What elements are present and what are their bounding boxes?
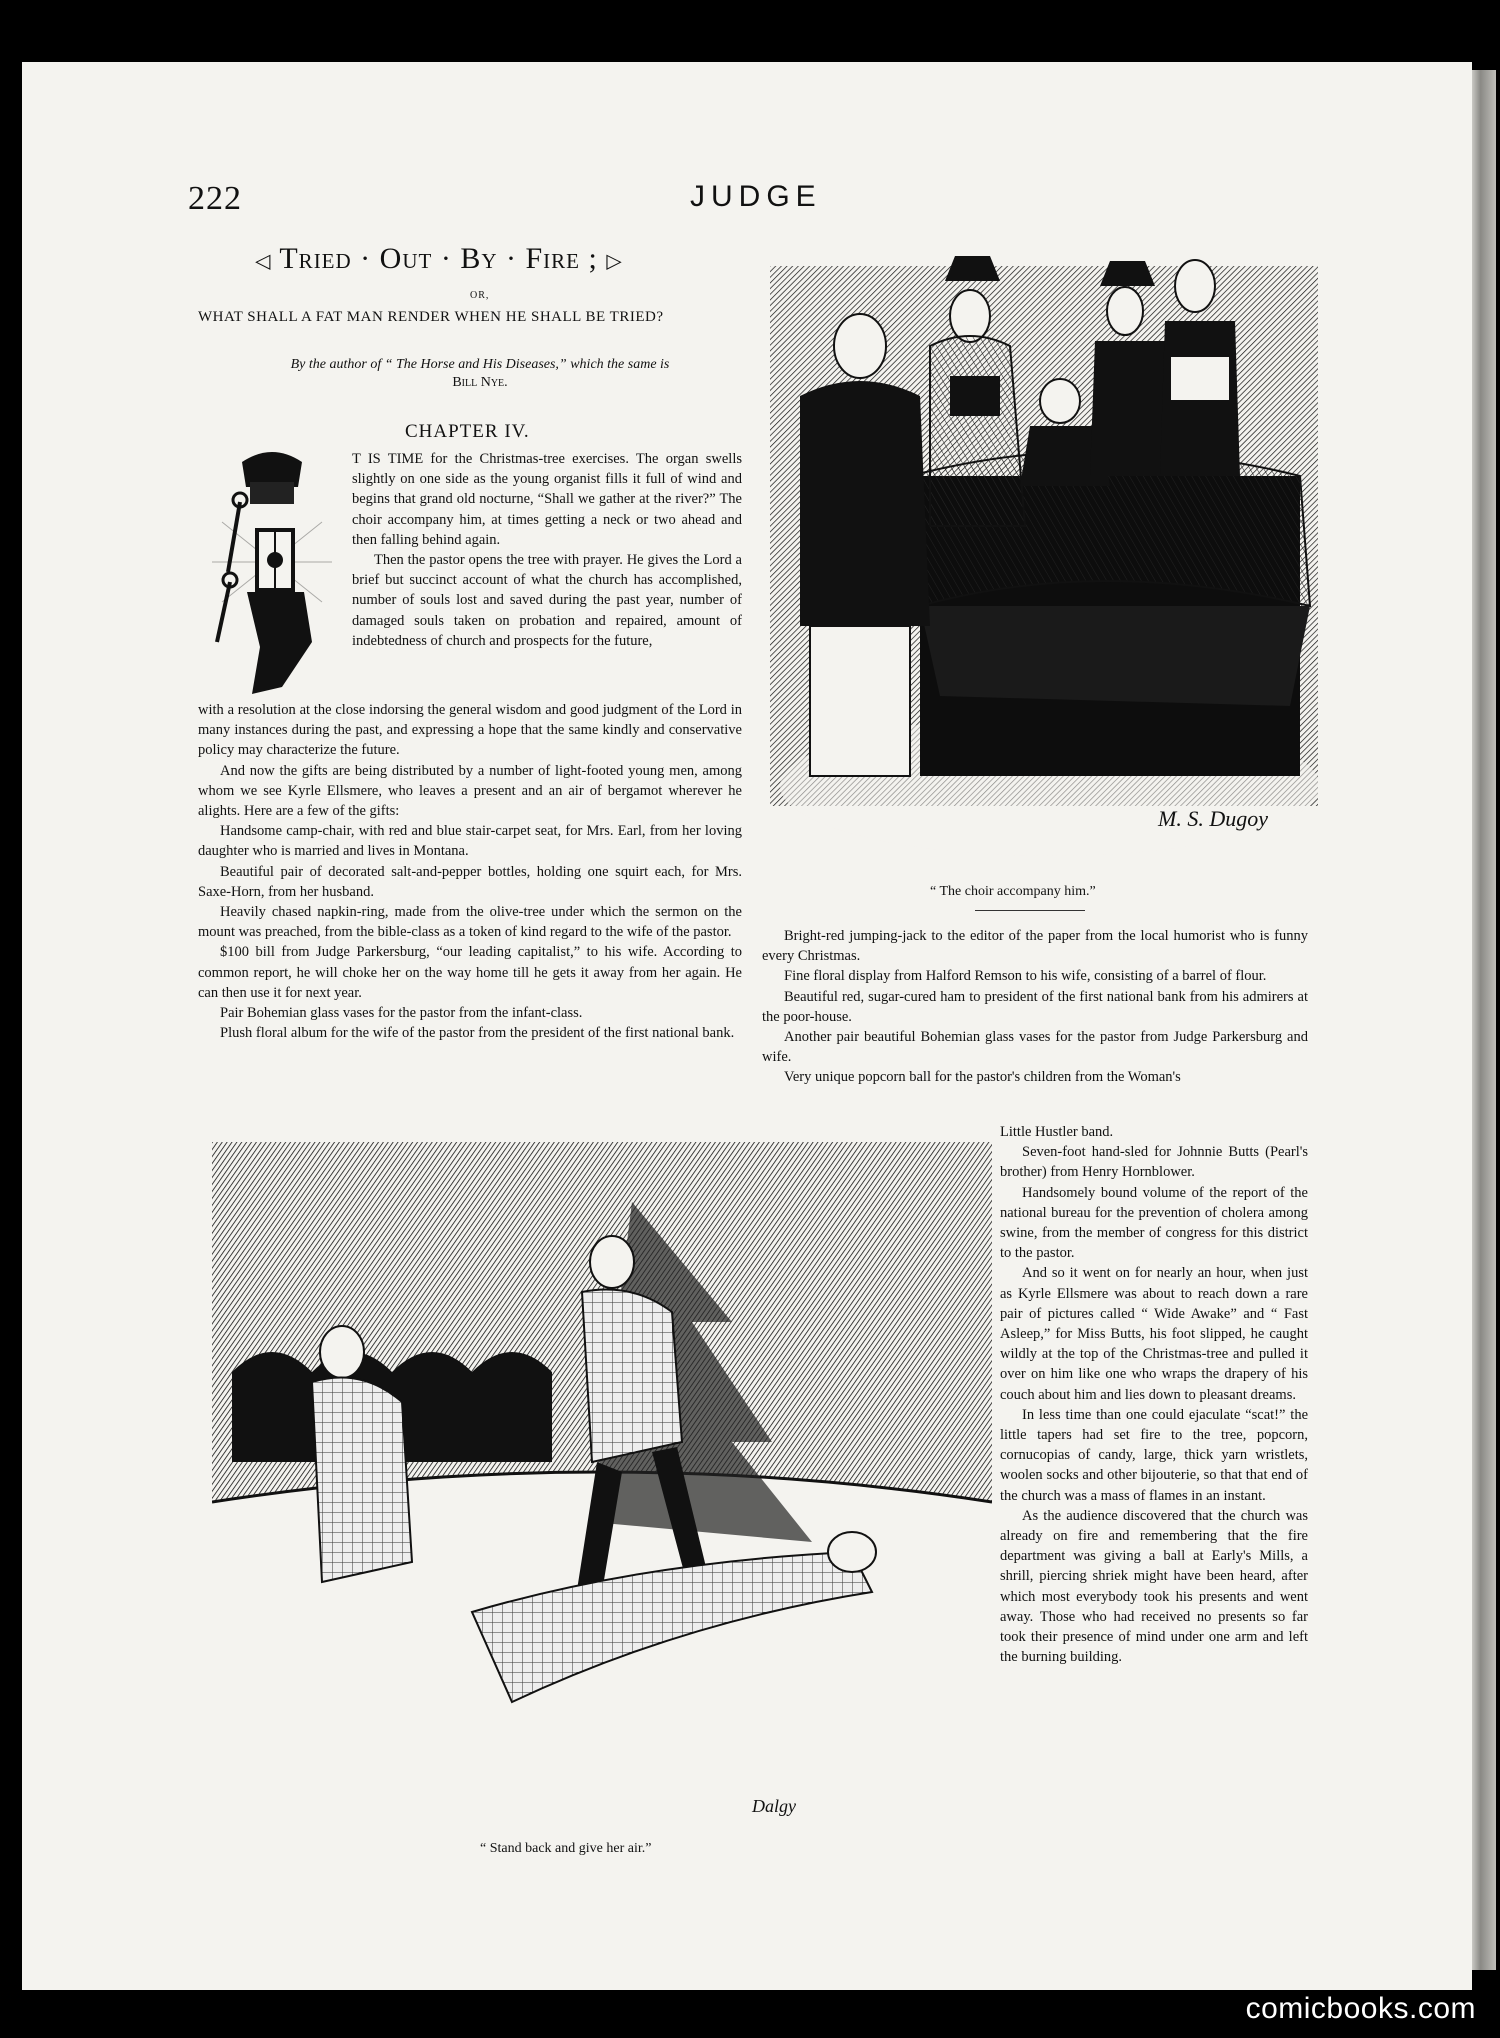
paragraph: Another pair beautiful Bohemian glass vases for the pastor from Judge Parkersburg and wife. xyxy=(762,1029,1308,1066)
caption-top: “ The choir accompany him.” xyxy=(930,884,1096,899)
right-ornament-icon: ▷ xyxy=(606,250,623,273)
paragraph: T IS TIME for the Christmas-tree exercises. The organ swells slightly on one side as the young organist fills it full of wind and begins that grand old nocturne, “Shall we gather at the river?” The choir accompany him, at times getting a neck or two ahead and then falling behind again. xyxy=(352,451,742,548)
dropcap-illustration xyxy=(212,442,344,697)
paragraph: Very unique popcorn ball for the pastor's children from the Woman's xyxy=(784,1069,1181,1086)
paragraph: Handsomely bound volume of the report of the national bureau for the prevention of cholera among swine, from the member of congress for this district to the pastor. xyxy=(1000,1184,1308,1262)
paragraph: And now the gifts are being distributed by a number of light-footed young men, among whom we see Kyrle Ellsmere, who leaves a present and an air of bergamot wherever he alights. Here are a few of the gifts: xyxy=(198,762,742,820)
chapter-heading: CHAPTER IV. xyxy=(405,421,530,442)
byline xyxy=(245,356,715,392)
paragraph: As the audience discovered that the church was already on fire and remembering that the fire department was giving a ball at Early's Mills, a shrill, piercing shriek might have been heard, after which most everybody took his presents and went away. Those who had received no presents so far took their presence of mind under one arm and left the burning building. xyxy=(1000,1507,1308,1666)
illustration-signature: M. S. Dugoy xyxy=(1158,806,1268,831)
page-number: 222 xyxy=(188,180,242,217)
paragraph: Then the pastor opens the tree with prayer. He gives the Lord a brief but succinct account of what the church has accomplished, number of souls lost and saved during the past year, number of damaged souls taken on probation and repaired, amount of indebtedness of church and prospects for the future, xyxy=(352,552,742,649)
fire-scene-illustration xyxy=(212,1142,992,1832)
choir-illustration xyxy=(770,226,1318,868)
middle-column-text xyxy=(762,926,1308,1088)
paragraph: Fine floral display from Halford Remson to his wife, consisting of a barrel of flour. xyxy=(784,968,1267,985)
paragraph: Handsome camp-chair, with red and blue stair-carpet seat, for Mrs. Earl, from her loving daughter who is married and lives in Montana. xyxy=(198,823,742,860)
paragraph: And so it went on for nearly an hour, when just as Kyrle Ellsmere was about to reach down a rare pair of pictures called “ Wide Awake” and “ Fast Asleep,” for Miss Butts, his foot slipped, he caught wildly at the top of the Christmas-tree and pulled it over on him like one who wraps the drapery of his couch about him and lies down to pleasant dreams. xyxy=(1000,1265,1308,1403)
right-column-text xyxy=(1000,1122,1308,1667)
title-or: OR, xyxy=(470,290,490,301)
intro-text xyxy=(352,449,742,651)
left-column-text xyxy=(198,700,742,1043)
author-name: Bill Nye. xyxy=(452,375,508,390)
caption-bottom: “ Stand back and give her air.” xyxy=(480,1841,652,1856)
article-title-text: Tried · Out · By · Fire ; xyxy=(279,242,598,275)
paragraph: Plush floral album for the wife of the pastor from the president of the first national bank. xyxy=(220,1025,735,1042)
illustration-signature: Dalgy xyxy=(752,1796,796,1816)
paragraph: Beautiful pair of decorated salt-and-pepper bottles, holding one squirt each, for Mrs. Saxe-Horn, from her husband. xyxy=(198,863,742,900)
adjacent-page-edge xyxy=(1470,70,1496,1970)
paragraph: Beautiful red, sugar-cured ham to president of the first national bank from his admirers at the poor-house. xyxy=(762,988,1308,1025)
paragraph: with a resolution at the close indorsing the general wisdom and good judgment of the Lord in many instances during the past, and expressing a hope that the same kindly and conservative policy may characterize the future. xyxy=(198,702,742,759)
article-title xyxy=(255,242,623,276)
paragraph: $100 bill from Judge Parkersburg, “our leading capitalist,” to his wife. According to common report, he will choke her on the way home till he gets it away from her again. He can then use it for next year. xyxy=(198,944,742,1001)
paragraph: Little Hustler band. xyxy=(1000,1124,1114,1140)
paragraph: Seven-foot hand-sled for Johnnie Butts (Pearl's brother) from Henry Hornblower. xyxy=(1000,1144,1308,1181)
masthead: JUDGE xyxy=(690,180,822,213)
paragraph: Pair Bohemian glass vases for the pastor from the infant-class. xyxy=(220,1005,583,1022)
byline-text: By the author of “ The Horse and His Diseases,” which the same is xyxy=(290,357,670,372)
left-ornament-icon: ◁ xyxy=(255,250,272,273)
divider-rule xyxy=(975,910,1085,911)
paragraph: In less time than one could ejaculate “scat!” the little tapers had set fire to the tree, popcorn, cornucopias of candy, large, thick yarn wristlets, woolen socks and other bijouterie, so that that end of the church was a mass of flames in an instant. xyxy=(1000,1406,1308,1504)
paragraph: Bright-red jumping-jack to the editor of the paper from the local humorist who is funny every Christmas. xyxy=(762,928,1308,965)
watermark: comicbooks.com xyxy=(1245,1992,1476,2025)
paragraph: Heavily chased napkin-ring, made from the olive-tree under which the sermon on the mount was preached, from the bible-class as a token of kind regard to the wife of the pastor. xyxy=(198,904,742,941)
article-subtitle: WHAT SHALL A FAT MAN RENDER WHEN HE SHALL BE TRIED? xyxy=(198,309,664,325)
